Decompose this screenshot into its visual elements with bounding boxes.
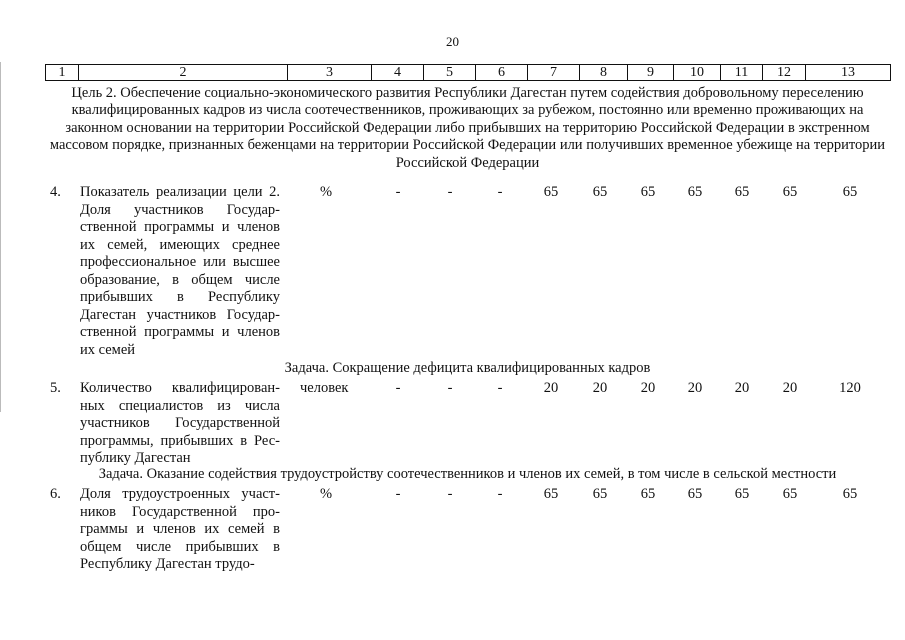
value-cell: 65 bbox=[592, 486, 608, 502]
value-cell: 65 bbox=[842, 486, 858, 502]
value-cell: 20 bbox=[782, 380, 798, 396]
column-number: 10 bbox=[674, 65, 721, 81]
indicator-description: Количество квалифицированных специалистов из числа участников Государственной программы, прибывших в Республику Дагестан bbox=[80, 380, 280, 466]
indicator-description: Показатель реализации цели 2. Доля участников Государственной программы и членов их семей, имеющих среднее профессиональное или высшее образование, в общем числе прибывших в Республику Дагестан участников Государственной программы и членов их семей bbox=[80, 184, 280, 358]
value-cell: - bbox=[395, 184, 401, 200]
scan-edge bbox=[0, 62, 1, 412]
page-number: 20 bbox=[446, 34, 459, 49]
value-cell: 65 bbox=[782, 486, 798, 502]
value-cell: - bbox=[497, 486, 503, 502]
value-cell: - bbox=[395, 380, 401, 396]
value-cell: 65 bbox=[687, 486, 703, 502]
value-cell: - bbox=[497, 380, 503, 396]
column-number: 6 bbox=[476, 65, 528, 81]
column-number: 5 bbox=[424, 65, 476, 81]
value-cell: - bbox=[497, 184, 503, 200]
value-cell: - bbox=[447, 380, 453, 396]
unit: человек bbox=[300, 380, 349, 396]
value-cell: 20 bbox=[687, 380, 703, 396]
column-number: 12 bbox=[763, 65, 806, 81]
column-number: 11 bbox=[721, 65, 763, 81]
column-number: 2 bbox=[79, 65, 288, 81]
unit: % bbox=[320, 184, 333, 200]
value-cell: 65 bbox=[782, 184, 798, 200]
value-cell: 20 bbox=[543, 380, 559, 396]
task-heading: Задача. Оказание содействия трудоустройству соотечественников и членов их семей, в том числе в сельской местности bbox=[98, 466, 837, 482]
column-number: 1 bbox=[46, 65, 79, 81]
value-cell: - bbox=[447, 184, 453, 200]
value-cell: 65 bbox=[543, 486, 559, 502]
task-heading: Задача. Сокращение дефицита квалифицированных кадров bbox=[284, 360, 651, 376]
column-number: 9 bbox=[628, 65, 674, 81]
value-cell: 65 bbox=[592, 184, 608, 200]
value-cell: 20 bbox=[640, 380, 656, 396]
row-number: 4. bbox=[50, 184, 61, 200]
column-number: 7 bbox=[528, 65, 580, 81]
column-number-header bbox=[45, 64, 891, 81]
column-number: 8 bbox=[580, 65, 628, 81]
column-number: 3 bbox=[288, 65, 372, 81]
value-cell: 65 bbox=[734, 486, 750, 502]
value-cell: - bbox=[447, 486, 453, 502]
value-cell: 65 bbox=[687, 184, 703, 200]
value-cell: 20 bbox=[592, 380, 608, 396]
column-number: 4 bbox=[372, 65, 424, 81]
column-number: 13 bbox=[806, 65, 891, 81]
value-cell: 65 bbox=[734, 184, 750, 200]
value-cell: 65 bbox=[842, 184, 858, 200]
value-cell: - bbox=[395, 486, 401, 502]
unit: % bbox=[320, 486, 333, 502]
value-cell: 65 bbox=[640, 184, 656, 200]
indicator-description: Доля трудоустроенных участников Государственной программы и членов их семей в общем числе прибывших в Республику Дагестан трудо- bbox=[80, 486, 280, 572]
value-cell: 120 bbox=[839, 380, 861, 396]
value-cell: 20 bbox=[734, 380, 750, 396]
value-cell: 65 bbox=[640, 486, 656, 502]
row-number: 5. bbox=[50, 380, 61, 396]
row-number: 6. bbox=[50, 486, 61, 502]
goal-heading: Цель 2. Обеспечение социально-экономического развития Республики Дагестан путем содействия добровольному переселению квалифицированных кадров из числа соотечественников, проживающих за рубежом, постоянно или временно проживающих на законном основании на территории Российской Федерации либо прибывших на территорию Российской Федерации в экстренном массовом порядке, признанных беженцами на территории Российской Федерации или получивших временное убежище на территории Российской Федерации bbox=[49, 85, 886, 171]
value-cell: 65 bbox=[543, 184, 559, 200]
